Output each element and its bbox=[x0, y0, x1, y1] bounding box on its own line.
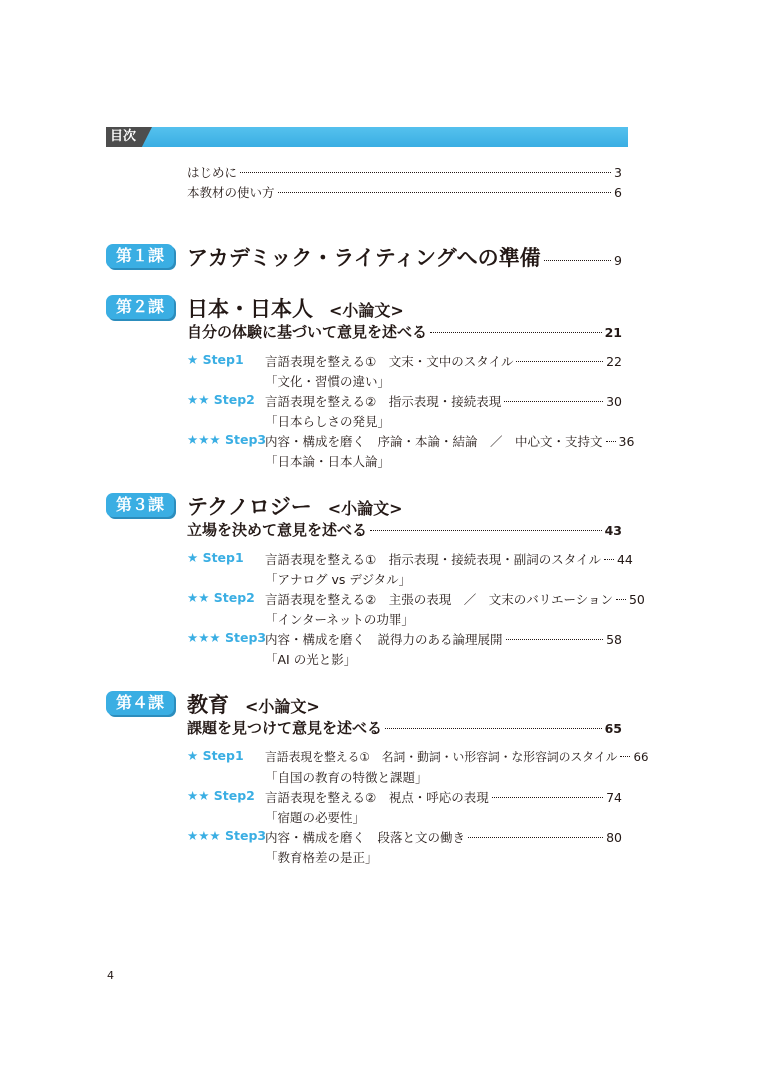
toc-entry-label: 本教材の使い方 bbox=[187, 185, 275, 200]
toc-title: 目次 bbox=[110, 129, 137, 144]
star-icon: ★ bbox=[187, 748, 199, 763]
lesson-3-genre: <小論文> bbox=[327, 499, 403, 518]
lesson-2-step1-label: ★ Step1 bbox=[187, 352, 244, 367]
step-text: 言語表現を整える② 指示表現・接続表現 bbox=[265, 394, 502, 409]
leader-dots bbox=[606, 441, 616, 442]
lesson-1-title: アカデミック・ライティングへの準備 bbox=[187, 246, 541, 270]
leader-dots bbox=[544, 260, 611, 261]
toc-header-bar bbox=[106, 127, 628, 147]
toc-entry-label: はじめに bbox=[187, 165, 238, 180]
step-page: 66 bbox=[633, 750, 649, 764]
lesson-2-genre: <小論文> bbox=[329, 301, 404, 320]
star-icon: ★★ bbox=[187, 392, 210, 407]
toc-entry-lesson-4-step2[interactable] bbox=[265, 788, 622, 806]
lesson-4-step1-theme: 「自国の教育の特徴と課題」 bbox=[265, 770, 428, 785]
lesson-2-badge: 第２課 bbox=[106, 295, 174, 319]
leader-dots bbox=[240, 172, 611, 173]
leader-dots bbox=[604, 559, 614, 560]
toc-entry-intro[interactable] bbox=[187, 163, 622, 181]
lesson-3-heading bbox=[187, 491, 403, 521]
star-icon: ★ bbox=[187, 550, 199, 565]
lesson-4-subtitle: 課題を見つけて意見を述べる bbox=[187, 719, 383, 737]
lesson-3-step3-label: ★★★ Step3 bbox=[187, 630, 267, 645]
lesson-2-step2-theme: 「日本らしさの発見」 bbox=[265, 414, 391, 429]
lesson-3-title: テクノロジー bbox=[187, 495, 312, 519]
step-page: 44 bbox=[616, 552, 633, 567]
star-icon: ★★★ bbox=[187, 432, 221, 447]
lesson-4-badge: 第４課 bbox=[106, 691, 174, 715]
lesson-4-heading bbox=[187, 689, 320, 719]
lesson-3-step3-theme: 「AI の光と影」 bbox=[265, 652, 357, 667]
step-page: 58 bbox=[606, 632, 622, 647]
lesson-4-genre: <小論文> bbox=[245, 697, 320, 716]
toc-entry-lesson-4-step1[interactable] bbox=[265, 748, 649, 765]
star-icon: ★★★ bbox=[187, 828, 221, 843]
step-page: 36 bbox=[618, 434, 635, 449]
step-text: 言語表現を整える① 名詞・動詞・い形容詞・な形容詞のスタイル bbox=[265, 750, 618, 764]
toc-entry-lesson-2-subtitle[interactable] bbox=[187, 321, 622, 342]
star-icon: ★ bbox=[187, 352, 199, 367]
step-text: 内容・構成を磨く 説得力のある論理展開 bbox=[265, 632, 503, 647]
toc-entry-lesson-3-step1[interactable] bbox=[265, 550, 633, 568]
lesson-4-step3-theme: 「教育格差の是正」 bbox=[265, 850, 378, 865]
step-text: 言語表現を整える① 指示表現・接続表現・副詞のスタイル bbox=[265, 552, 601, 567]
lesson-3-subtitle-page: 43 bbox=[604, 523, 622, 538]
star-icon: ★★ bbox=[187, 590, 210, 605]
lesson-3-step2-label: ★★ Step2 bbox=[187, 590, 255, 605]
leader-dots bbox=[506, 639, 604, 640]
step-text: 内容・構成を磨く 段落と文の働き bbox=[265, 830, 466, 845]
lesson-4-step2-label: ★★ Step2 bbox=[187, 788, 255, 803]
toc-entry-lesson-3-step2[interactable] bbox=[265, 590, 645, 608]
toc-entry-page: 6 bbox=[614, 185, 622, 200]
step-text: 言語表現を整える② 主張の表現 ／ 文末のバリエーション bbox=[265, 592, 613, 607]
lesson-3-subtitle: 立場を決めて意見を述べる bbox=[187, 521, 368, 539]
leader-dots bbox=[370, 530, 602, 531]
lesson-1-page: 9 bbox=[614, 253, 622, 268]
lesson-2-step3-label: ★★★ Step3 bbox=[187, 432, 267, 447]
toc-entry-lesson-2-step1[interactable] bbox=[265, 352, 622, 370]
leader-dots bbox=[468, 837, 603, 838]
toc-entry-page: 3 bbox=[614, 165, 622, 180]
toc-entry-lesson-2-step2[interactable] bbox=[265, 392, 622, 410]
toc-entry-lesson-1[interactable] bbox=[187, 242, 622, 272]
leader-dots bbox=[620, 756, 630, 757]
lesson-2-step3-theme: 「日本論・日本人論」 bbox=[265, 454, 391, 469]
lesson-3-step1-label: ★ Step1 bbox=[187, 550, 244, 565]
toc-entry-lesson-2-step3[interactable] bbox=[265, 432, 635, 450]
lesson-3-step1-theme: 「アナログ vs デジタル」 bbox=[265, 572, 412, 587]
step-page: 50 bbox=[628, 592, 645, 607]
step-page: 74 bbox=[606, 790, 622, 805]
lesson-2-subtitle: 自分の体験に基づいて意見を述べる bbox=[187, 323, 428, 341]
leader-dots bbox=[504, 401, 603, 402]
leader-dots bbox=[278, 192, 612, 193]
leader-dots bbox=[492, 797, 603, 798]
toc-entry-lesson-4-subtitle[interactable] bbox=[187, 717, 622, 738]
lesson-2-heading bbox=[187, 293, 404, 323]
lesson-4-step3-label: ★★★ Step3 bbox=[187, 828, 267, 843]
lesson-4-title: 教育 bbox=[187, 693, 229, 717]
step-page: 30 bbox=[606, 394, 622, 409]
lesson-1-badge: 第１課 bbox=[106, 244, 174, 268]
lesson-2-title: 日本・日本人 bbox=[187, 297, 313, 321]
leader-dots bbox=[430, 332, 602, 333]
leader-dots bbox=[385, 728, 602, 729]
lesson-4-subtitle-page: 65 bbox=[604, 721, 622, 736]
star-icon: ★★ bbox=[187, 788, 210, 803]
toc-entry-lesson-3-step3[interactable] bbox=[265, 630, 622, 648]
lesson-2-step1-theme: 「文化・習慣の違い」 bbox=[265, 374, 391, 389]
lesson-2-step2-label: ★★ Step2 bbox=[187, 392, 255, 407]
lesson-3-badge: 第３課 bbox=[106, 493, 174, 517]
page-number: 4 bbox=[107, 969, 114, 982]
star-icon: ★★★ bbox=[187, 630, 221, 645]
leader-dots bbox=[616, 599, 626, 600]
step-page: 22 bbox=[606, 354, 622, 369]
step-text: 言語表現を整える① 文末・文中のスタイル bbox=[265, 354, 514, 369]
toc-entry-lesson-3-subtitle[interactable] bbox=[187, 519, 622, 540]
step-text: 言語表現を整える② 視点・呼応の表現 bbox=[265, 790, 489, 805]
leader-dots bbox=[516, 361, 603, 362]
toc-entry-lesson-4-step3[interactable] bbox=[265, 828, 622, 846]
lesson-4-step2-theme: 「宿題の必要性」 bbox=[265, 810, 366, 825]
lesson-4-step1-label: ★ Step1 bbox=[187, 748, 244, 763]
step-text: 内容・構成を磨く 序論・本論・結論 ／ 中心文・支持文 bbox=[265, 434, 603, 449]
toc-entry-how-to-use[interactable] bbox=[187, 183, 622, 201]
step-page: 80 bbox=[606, 830, 622, 845]
lesson-2-subtitle-page: 21 bbox=[604, 325, 622, 340]
lesson-3-step2-theme: 「インターネットの功罪」 bbox=[265, 612, 414, 627]
